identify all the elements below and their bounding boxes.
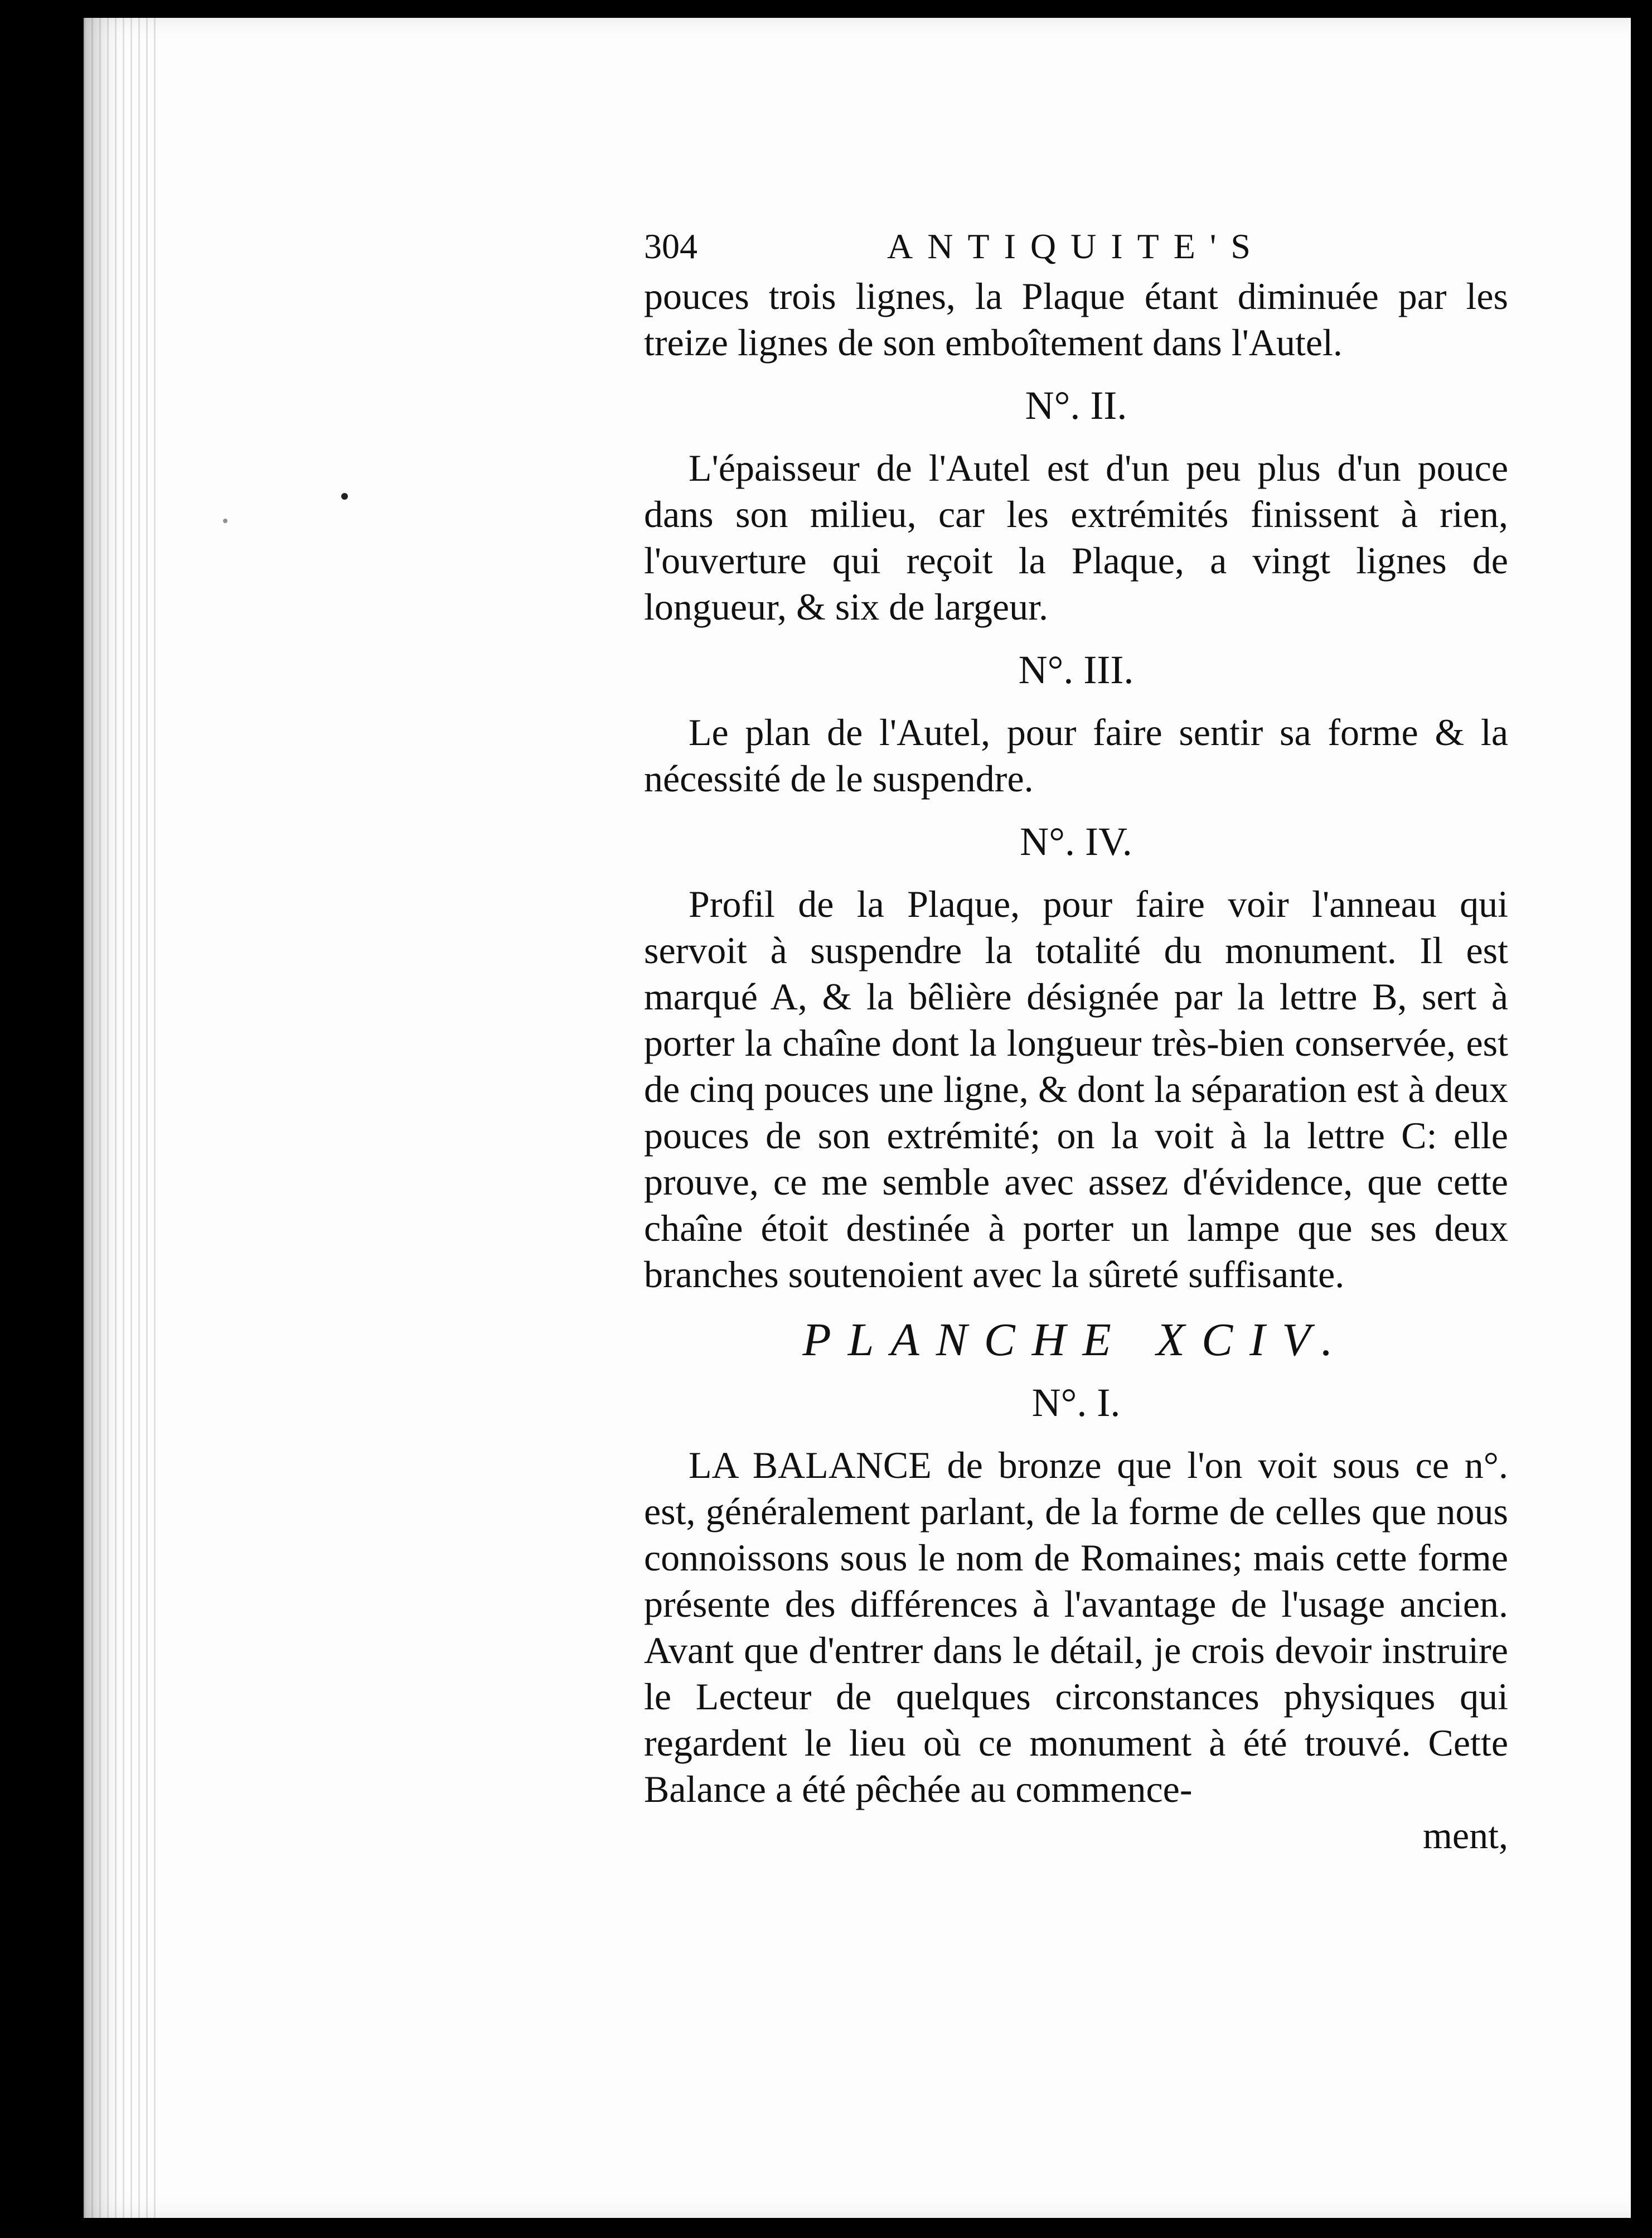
paragraph: Le plan de l'Autel, pour faire sentir sa forme & la nécessité de le suspendre. <box>644 711 1508 800</box>
page-text <box>644 223 1508 1859</box>
ink-speck <box>223 519 227 523</box>
ink-speck <box>341 493 348 500</box>
binding-gutter <box>84 18 162 2218</box>
section-heading: N°. I. <box>1031 1380 1121 1425</box>
page-header <box>644 223 1508 273</box>
section-heading: N°. III. <box>1018 647 1134 692</box>
running-head: ANTIQUITE'S <box>887 226 1265 266</box>
section-heading: N°. IV. <box>1020 819 1132 864</box>
plate-title: PLANCHE XCIV. <box>802 1314 1350 1366</box>
paragraph: Profil de la Plaque, pour faire voir l'anneau qui servoit à suspendre la totalité du monument. Il est marqué A, & la bêlière désignée par la lettre B, sert à porter la chaîne dont la longueur très-bien conservée, est de cinq pouces une ligne, & dont la séparation est à deux pouces de son extrémité; on la voit à la lettre C: elle prouve, ce me semble avec assez d'évidence, que cette chaîne étoit destinée à porter un lampe que ses deux branches soutenoient avec la sûreté suffisante. <box>644 883 1508 1296</box>
paragraph: L'épaisseur de l'Autel est d'un peu plus d'un pouce dans son milieu, car les extrémités finissent à rien, l'ouverture qui reçoit la Plaque, a vingt lignes de longueur, & six de largeur. <box>644 447 1508 628</box>
paragraph: pouces trois lignes, la Plaque étant diminuée par les treize lignes de son emboîtement dans l'Autel. <box>644 275 1508 364</box>
paragraph: LA BALANCE de bronze que l'on voit sous ce n°. est, généralement parlant, de la forme de celles que nous connoissons sous le nom de Romaines; mais cette forme présente des différences à l'avantage de l'usage ancien. Avant que d'entrer dans le détail, je crois devoir instruire le Lecteur de quelques circonstances physiques qui regardent le lieu où ce monument à été trouvé. Cette Balance a été pêchée au commence- <box>644 1444 1508 1810</box>
catchword: ment, <box>1423 1814 1508 1857</box>
page-number: 304 <box>644 226 697 266</box>
section-heading: N°. II. <box>1025 383 1127 428</box>
